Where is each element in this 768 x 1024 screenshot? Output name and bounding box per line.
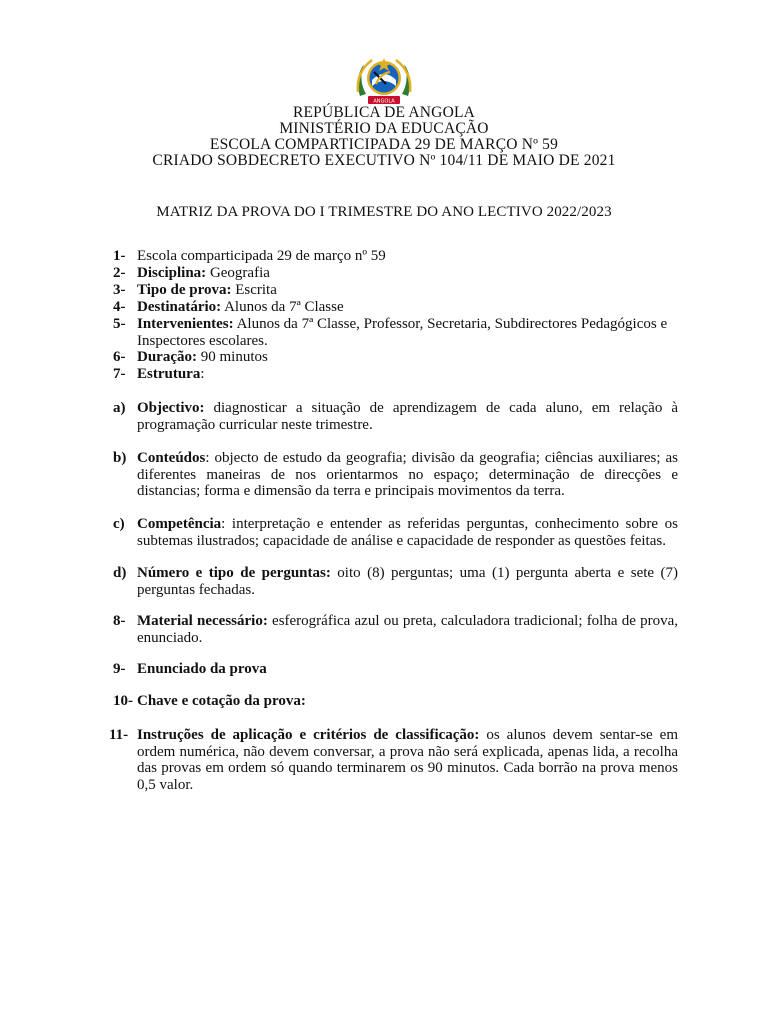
header-ministry: MINISTÉRIO DA EDUCAÇÃO xyxy=(279,120,489,137)
list-item-2: 2- Disciplina: Geografia xyxy=(113,265,270,281)
list-item-11: 11- Instruções de aplicação e critérios de classificação: os alunos devem sentar-se em ordem numérica, não devem conversar, a prova não será explicada, apenas lida, a recolha das provas em ordem só quando terminarem os 90 minutos. Cada borrão na prova menos 0,5 valor. xyxy=(109,727,678,793)
header-school: ESCOLA COMPARTICIPADA 29 DE MARÇO Nº 59 xyxy=(209,136,559,153)
list-item-3: 3- Tipo de prova: Escrita xyxy=(113,282,277,298)
subitem-c: c) Competência: interpretação e entender as referidas perguntas, conhecimento sobre os subtemas ilustrados; capacidade de análise e capacidade de responder as questões feitas. xyxy=(113,516,678,549)
emblem-banner-text: ANGOLA xyxy=(373,98,395,105)
list-item-1: 1- Escola comparticipada 29 de março nº 59 xyxy=(113,248,386,264)
list-item-9: 9- Enunciado da prova xyxy=(113,661,267,677)
subitem-d: d) Número e tipo de perguntas: oito (8) perguntas; uma (1) pergunta aberta e sete (7) perguntas fechadas. xyxy=(113,565,678,598)
document-title: MATRIZ DA PROVA DO I TRIMESTRE DO ANO LECTIVO 2022/2023 xyxy=(156,204,612,220)
header-republic: REPÚBLICA DE ANGOLA xyxy=(292,104,476,121)
subitem-b: b) Conteúdos: objecto de estudo da geografia; divisão da geografia; ciências auxiliares; as diferentes maneiras de nos orientarmos no espaço; determinação de direcções e distancias; forma e dimensão da terra e principais movimentos da terra. xyxy=(113,450,678,499)
list-item-7: 7- Estrutura: xyxy=(113,366,205,382)
header-decree: CRIADO SOBDECRETO EXECUTIVO Nº 104/11 DE MAIO DE 2021 xyxy=(152,152,616,169)
document-header xyxy=(0,105,768,169)
list-item-4: 4- Destinatário: Alunos da 7ª Classe xyxy=(113,299,344,315)
list-item-5: 5- Intervenientes: Alunos da 7ª Classe, Professor, Secretaria, Subdirectores Pedagógicos e Inspectores escolares. xyxy=(113,316,668,349)
subitem-a: a) Objectivo: diagnosticar a situação de aprendizagem de cada aluno, em relação à programação curricular neste trimestre. xyxy=(113,400,678,433)
list-item-6: 6- Duração: 90 minutos xyxy=(113,349,268,365)
list-item-10: 10- Chave e cotação da prova: xyxy=(113,693,306,709)
angola-coat-of-arms-icon xyxy=(352,52,416,110)
list-item-8: 8- Material necessário: esferográfica azul ou preta, calculadora tradicional; folha de prova, enunciado. xyxy=(113,613,678,646)
